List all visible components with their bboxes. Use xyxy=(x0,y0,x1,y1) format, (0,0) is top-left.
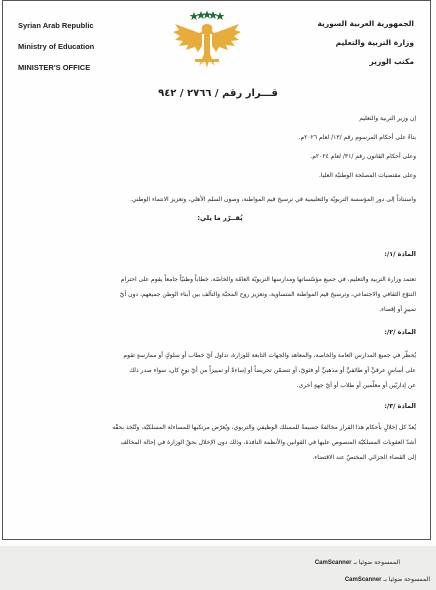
decides-heading: يُقــرّر ما يلي: xyxy=(197,214,243,222)
article-1-line-3: تمييزٍ أو إقصاء. xyxy=(379,306,416,313)
article-3-line-2: أشدّ العقوبات المسلكيّة المنصوص عليها في القوانين والأنظمة النافذة، وذلك دون الإخلال بحقّ الوزارة في إحالة المخالف xyxy=(120,439,416,446)
article-1-line-2: التنوّع الثقافي والاجتماعي، وترسيخ قيم المواطنة المتساوية، وتعزيز روح المحبّة والتآلف بين أبناء الوطن جميعهم، دون أيّ xyxy=(119,291,416,298)
header-ar-ministry: وزارة التربية والتعليم xyxy=(335,38,414,47)
article-1-heading: المادة /١/: xyxy=(384,250,416,258)
article-3-heading: المادة /٣/: xyxy=(384,402,416,410)
preamble-line-4: وعلى مقتضيات المصلحة الوطنيّة العليا. xyxy=(318,172,416,179)
preamble-line-1: إن وزير التربية والتعليم xyxy=(359,115,416,122)
camscanner-watermark-2 xyxy=(345,576,430,583)
camscanner-brand-2: CamScanner xyxy=(344,577,382,583)
article-1-line-1: تعتمد وزارة التربية والتعليم، في جميع مؤسّساتها ومدارسها التربويّة العامّة والخاصّة، خطاباً وطنيّاً جامعاً يقوم على احترام xyxy=(120,276,416,283)
camscanner-caption-2: الممسوحة ضوئيا بـ xyxy=(383,576,430,583)
camscanner-brand-1: CamScanner xyxy=(314,560,352,566)
eagle-emblem-icon xyxy=(171,10,243,72)
camscanner-watermark-1 xyxy=(315,559,400,566)
preamble-line-3: وعلى أحكام القانون رقم /٣١/ لعام ٢٠٢٤م. xyxy=(310,153,416,160)
header-en-country: Syrian Arab Republic xyxy=(18,21,94,30)
preamble-line-5: واستناداً إلى دور المؤسسة التربويّة والتعليمية في ترسيخ قيم المواطنة، وصون السلم الأهلي، وتعزيز الانتماء الوطني. xyxy=(129,196,416,203)
camscanner-caption-1: الممسوحة ضوئيا بـ xyxy=(353,559,400,566)
article-2-line-1: يُحظّر في جميع المدارس العامة والخاصة، والمعاهد والجهات التابعة للوزارة، تداول أيّ خطاب أو سلوكٍ أو ممارسةٍ تقوم xyxy=(123,352,416,359)
header-en-office: MINISTER'S OFFICE xyxy=(18,63,91,72)
article-2-heading: المادة /٢/: xyxy=(384,328,416,336)
article-3-line-3: إلى القضاء الجزائي المختصّ عند الاقتضاء. xyxy=(312,454,416,461)
article-3-line-1: يُعدّ كل إخلالٍ بأحكام هذا القرار مخالفةً جسيمةً للمسلك الوظيفي والتربوي، ويُعرّض مرتكبها للمساءلة المسلكيّة، وتُتّخذ بحقّه xyxy=(112,424,416,431)
scan-footer xyxy=(0,546,436,590)
preamble-line-2: بناءً على أحكام المرسوم رقم /١٣/ لعام ٢٠٢٦م. xyxy=(298,134,416,141)
header-en-ministry: Ministry of Education xyxy=(18,42,95,51)
article-2-line-2: على أساسٍ عرقيٍّ أو طائفيٍّ أو مذهبيٍّ أو فئويّ، أو تتضمّن تحريضاً أو إساءةً أو تمييزاً من أيّ نوعٍ كان، سواء صدر ذلك xyxy=(129,367,416,374)
header-ar-country: الجمهورية العربية السورية xyxy=(317,19,414,28)
header-ar-office: مكتب الوزير xyxy=(369,57,414,66)
article-2-line-3: عن إداريّين أو معلّمين أو طلاب أو أيّ جهةٍ أخرى. xyxy=(296,382,416,389)
decision-title: قـــرار رقم / ٢٧٦٦ / ٩٤٢ xyxy=(158,88,278,99)
